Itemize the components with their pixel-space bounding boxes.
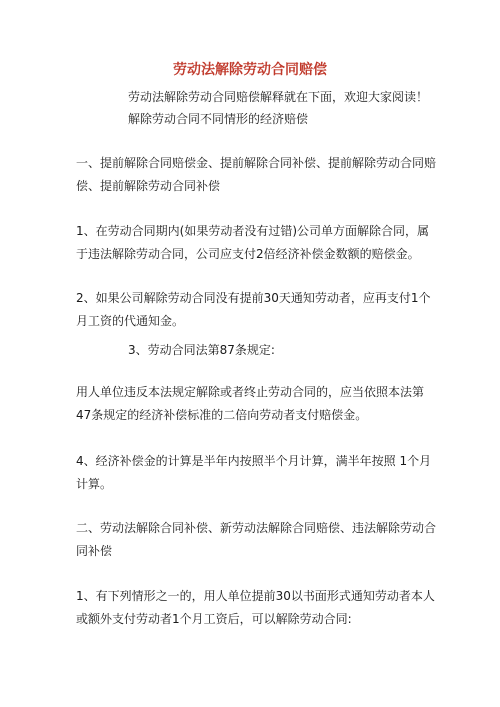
intro-line-2: 解除劳动合同不同情形的经济赔偿 — [128, 112, 309, 126]
paragraph-5: 4、经济补偿金的计算是半年内按照半个月计算，满半年按照 1个月计算。 — [76, 454, 432, 491]
section-heading-1: 一、提前解除合同赔偿金、提前解除合同补偿、提前解除劳动合同赔偿、提前解除劳动合同补偿 — [76, 156, 437, 193]
intro-line-1: 劳动法解除劳动合同赔偿解释就在下面，欢迎大家阅读！ — [128, 90, 429, 104]
paragraph-4: 用人单位违反本法规定解除或者终止劳动合同的，应当依照本法第 47条规定的经济补偿标准的二倍向劳动者支付赔偿金。 — [76, 385, 425, 422]
paragraph-3: 3、劳动合同法第87条规定: — [128, 343, 275, 357]
paragraph-6: 1、有下列情形之一的，用人单位提前30以书面形式通知劳动者本人或额外支付劳动者1个月工资后，可以解除劳动合同: — [76, 589, 435, 626]
paragraph-1: 1、在劳动合同期内(如果劳动者没有过错)公司单方面解除合同，属于违法解除劳动合同，公司应支付2倍经济补偿金数额的赔偿金。 — [76, 224, 430, 261]
document-title: 劳动法解除劳动合同赔偿 — [173, 62, 327, 78]
section-heading-2: 二、劳动法解除合同补偿、新劳动法解除合同赔偿、违法解除劳动合同补偿 — [76, 521, 437, 558]
paragraph-2: 2、如果公司解除劳动合同没有提前30天通知劳动者，应再支付1个月工资的代通知金。 — [76, 291, 431, 328]
